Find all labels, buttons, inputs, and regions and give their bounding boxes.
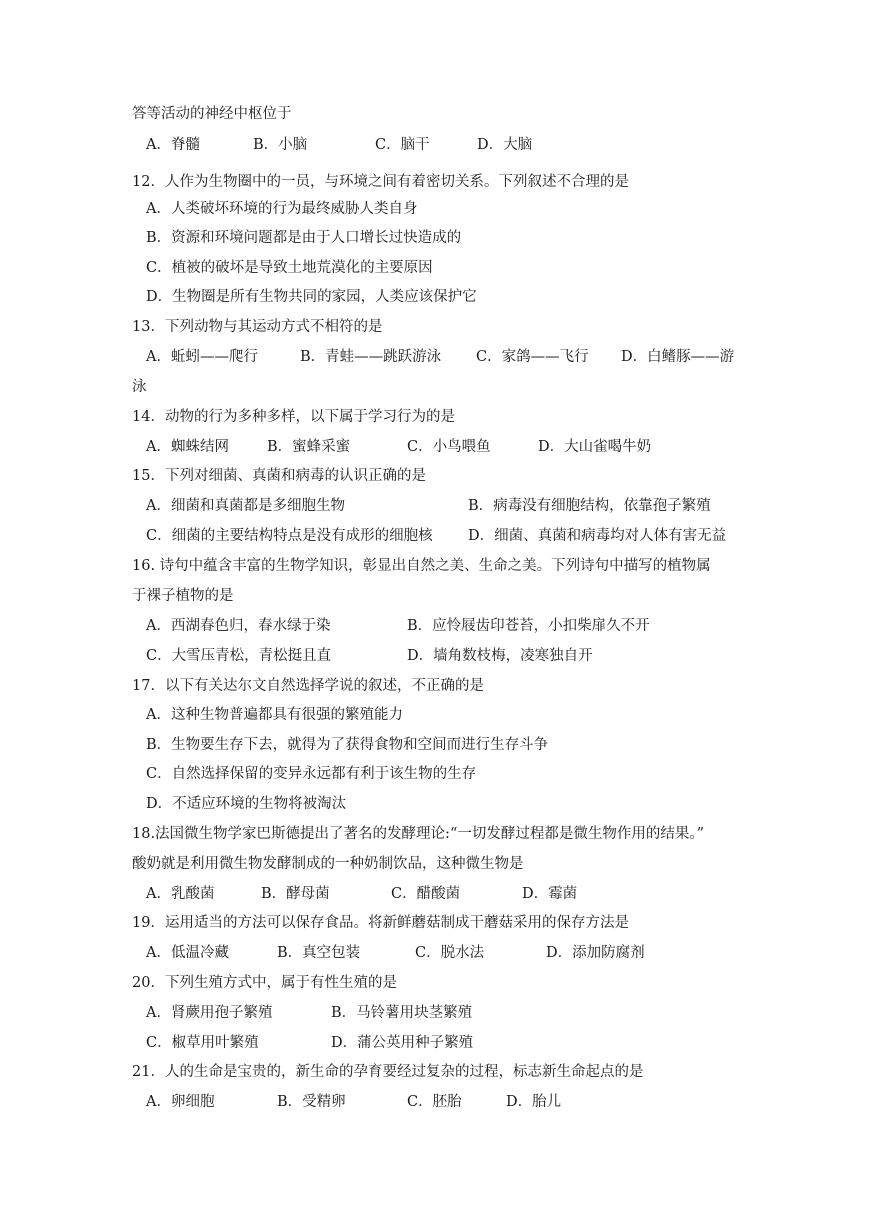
q21-option-b: B．受精卵 [277,1094,346,1110]
q13-stem: 13．下列动物与其运动方式不相符的是 [132,319,383,335]
q14-option-c: C．小鸟喂鱼 [407,439,491,455]
q11-option-d: D．大脑 [477,137,533,153]
q14-option-d: D．大山雀喝牛奶 [538,439,652,455]
q17-stem: 17．以下有关达尔文自然选择学说的叙述，不正确的是 [132,678,484,694]
q11-option-a: A．脊髓 [146,137,200,153]
q16-stem: 16. 诗句中蕴含丰富的生物学知识，彰显出自然之美、生命之美。下列诗句中描写的植物属 [132,558,711,574]
q13-option-a: A．蚯蚓——爬行 [146,349,258,365]
q13-option-d-wrap: 泳 [132,379,147,395]
q18-option-a: A．乳酸菌 [146,886,215,902]
q12-option-d: D．生物圈是所有生物共同的家园，人类应该保护它 [146,289,477,305]
q19-option-d: D．添加防腐剂 [546,945,645,961]
q20-option-b: B．马铃薯用块茎繁殖 [331,1005,473,1021]
q21-option-d: D．胎儿 [506,1094,562,1110]
q13-option-d: D．白鳍豚——游 [621,349,735,365]
q19-option-c: C．脱水法 [415,945,485,961]
q14-stem: 14．动物的行为多种多样，以下属于学习行为的是 [132,409,455,425]
q19-option-b: B．真空包装 [277,945,361,961]
q18-stem: 18.法国微生物学家巴斯德提出了著名的发酵理论:“一切发酵过程都是微生物作用的结果。” [132,826,705,842]
q12-option-b: B．资源和环境问题都是由于人口增长过快造成的 [146,230,462,246]
q20-option-c: C．椒草用叶繁殖 [146,1035,259,1051]
q11-option-c: C．脑干 [375,137,430,153]
q12-stem: 12．人作为生物圈中的一员，与环境之间有着密切关系。下列叙述不合理的是 [132,174,629,190]
q18-option-c: C．醋酸菌 [391,886,461,902]
q17-option-a: A．这种生物普遍都具有很强的繁殖能力 [146,707,403,723]
q19-stem: 19．运用适当的方法可以保存食品。将新鲜蘑菇制成干蘑菇采用的保存方法是 [132,915,629,931]
q16-option-b: B．应怜屐齿印苍苔，小扣柴扉久不开 [407,618,650,634]
q13-option-b: B．青蛙——跳跃游泳 [300,349,442,365]
q13-option-c: C．家鸽——飞行 [476,349,589,365]
q14-option-a: A．蜘蛛结网 [146,439,229,455]
q18-option-d: D．霉菌 [522,886,578,902]
q12-option-c: C．植被的破坏是导致土地荒漠化的主要原因 [146,260,433,276]
q16-stem-continued: 于裸子植物的是 [132,588,234,604]
q11-option-b: B．小脑 [253,137,308,153]
q20-option-d: D．蒲公英用种子繁殖 [331,1035,474,1051]
q20-stem: 20．下列生殖方式中，属于有性生殖的是 [132,975,397,991]
q14-option-b: B．蜜蜂采蜜 [267,439,351,455]
q16-option-d: D．墙角数枝梅，凌寒独自开 [407,648,593,664]
q15-option-a: A．细菌和真菌都是多细胞生物 [146,498,345,514]
q21-option-c: C．胚胎 [407,1094,462,1110]
q15-option-d: D．细菌、真菌和病毒均对人体有害无益 [468,528,727,544]
q15-option-c: C．细菌的主要结构特点是没有成形的细胞核 [146,528,433,544]
q17-option-b: B．生物要生存下去，就得为了获得食物和空间而进行生存斗争 [146,737,549,753]
q21-option-a: A．卵细胞 [146,1094,215,1110]
q15-option-b: B．病毒没有细胞结构，依靠孢子繁殖 [468,498,711,514]
q16-option-a: A．西湖春色归，春水绿于染 [146,618,331,634]
q17-option-c: C．自然选择保留的变异永远都有利于该生物的生存 [146,766,477,782]
q18-option-b: B．酵母菌 [261,886,330,902]
q12-option-a: A．人类破坏环境的行为最终威胁人类自身 [146,201,418,217]
q17-option-d: D．不适应环境的生物将被淘汰 [146,796,347,812]
q21-stem: 21．人的生命是宝贵的，新生命的孕育要经过复杂的过程，标志新生命起点的是 [132,1064,644,1080]
q20-option-a: A．肾蕨用孢子繁殖 [146,1005,273,1021]
q16-option-c: C．大雪压青松，青松挺且直 [146,648,332,664]
q18-stem-continued: 酸奶就是利用微生物发酵制成的一种奶制饮品，这种微生物是 [132,856,524,872]
q19-option-a: A．低温冷藏 [146,945,229,961]
q15-stem: 15．下列对细菌、真菌和病毒的认识正确的是 [132,468,426,484]
q11-stem: 答等活动的神经中枢位于 [132,106,292,122]
